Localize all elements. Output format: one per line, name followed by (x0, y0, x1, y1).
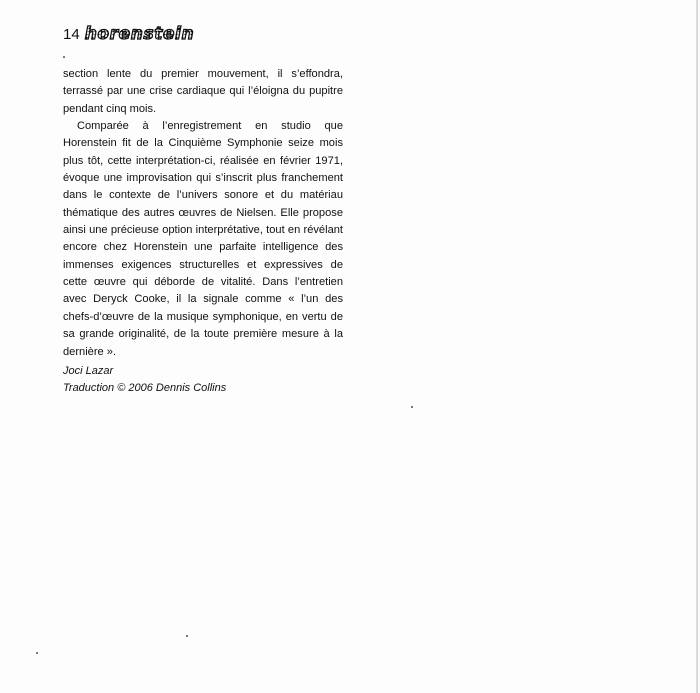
scan-speck (36, 652, 38, 654)
translation-credit: Traduction © 2006 Dennis Collins (63, 381, 227, 394)
paragraph-2: Comparée à l’enregistrement en studio que Horenstein fit de la Cinquième Symphonie seize mois plus tôt, cette interprétation-ci, réalisée en février 1971, évoque une improvisation qui s’inscrit plus franchement dans le contexte de l’univers sonore et du matériau thématique des autres œuvres de Nielsen. Elle propose ainsi une précieuse option interprétative, tout en révélant encore chez Horenstein une parfaite intelligence des immenses exigences structurelles et expressives de cette œuvre qui déborde de vitalité. Dans l’entretien avec Deryck Cooke, il la signale comme « l’un des chefs-d’œuvre de la musique symphonique, en vertu de sa grande originalité, de la toute première mesure à la dernière ». (63, 120, 343, 358)
body-text (63, 66, 343, 361)
credits (63, 363, 226, 396)
scan-speck (411, 406, 413, 408)
scan-speck (63, 56, 65, 58)
scan-speck (186, 635, 188, 637)
author-credit: Joci Lazar (63, 365, 114, 377)
page-number: 14 (63, 26, 80, 43)
paragraph-1: section lente du premier mouvement, il s’effondra, terrassé par une crise cardiaque qui l’éloigna du pupitre pendant cinq mois. (63, 68, 343, 115)
page-fold-edge (696, 0, 698, 693)
horenstein-logo: horenstein (84, 24, 195, 44)
page-header (63, 24, 194, 46)
